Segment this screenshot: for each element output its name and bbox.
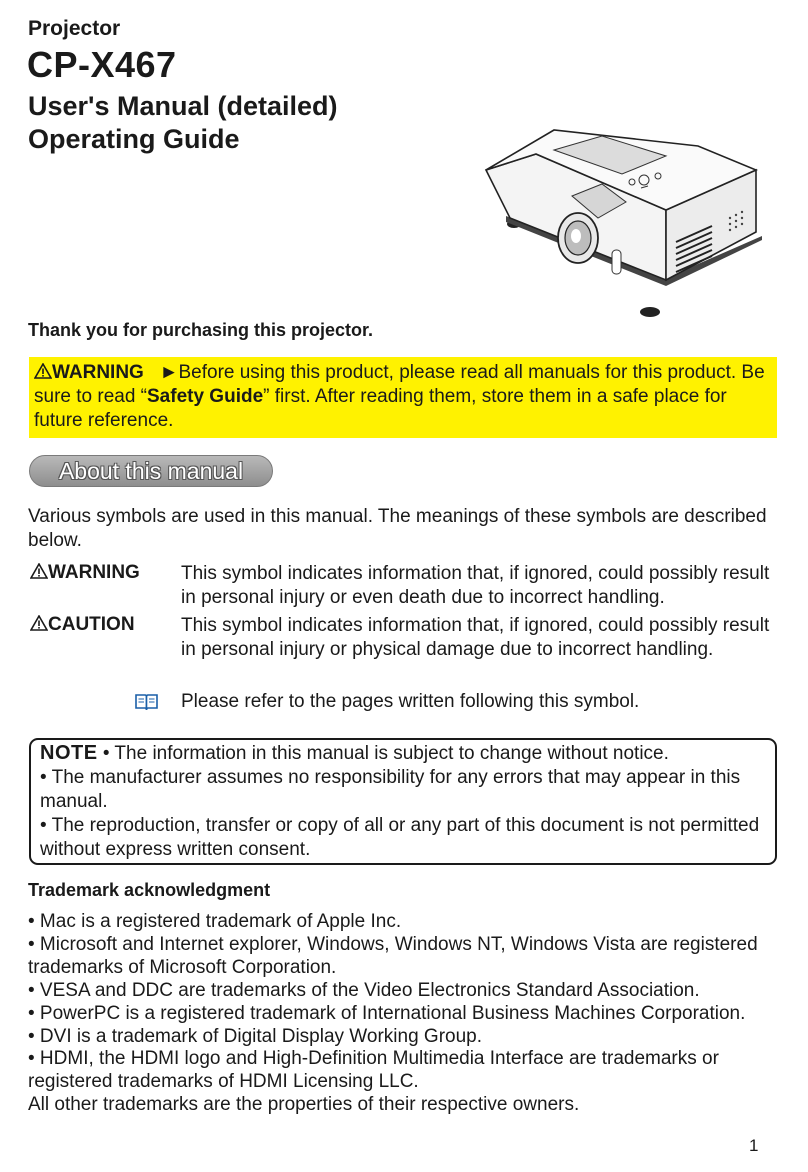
symbol-warning-desc: This symbol indicates information that, if ignored, could possibly result in personal injury or even death due to incorrect handling. (181, 563, 770, 608)
warning-label: WARNING (52, 362, 144, 383)
trademark-item: • Microsoft and Internet explorer, Windows, Windows NT, Windows Vista are registered trademarks of Microsoft Corporation. (28, 933, 758, 978)
trademark-item: All other trademarks are the properties of their respective owners. (28, 1094, 580, 1116)
about-intro: Various symbols are used in this manual. The meanings of these symbols are described below. (28, 506, 767, 551)
trademark-item: • Mac is a registered trademark of Apple Inc. (28, 911, 402, 932)
trademark-item: • VESA and DDC are trademarks of the Video Electronics Standard Association. (28, 979, 700, 1001)
warning-triangle-icon (34, 363, 52, 379)
symbol-warning-label: WARNING (48, 562, 140, 583)
symbol-caution (30, 614, 135, 636)
trademark-item: • PowerPC is a registered trademark of International Business Machines Corporation. (28, 1002, 746, 1024)
warning-text-after: ” first. After reading them, store them in a safe place for future reference. (34, 386, 727, 431)
warning-triangle-icon (30, 563, 48, 579)
manual-title (28, 90, 338, 156)
arrow-icon: ► (159, 362, 179, 383)
safety-guide-ref: Safety Guide (147, 386, 264, 407)
note-item-2: • The manufacturer assumes no responsibility for any errors that may appear in this manual. (40, 767, 741, 812)
caution-triangle-icon (30, 615, 48, 631)
trademark-item: • DVI is a trademark of Digital Display Working Group. (28, 1025, 483, 1047)
note-item-1: • The information in this manual is subject to change without notice. (97, 743, 669, 764)
symbol-book-desc: Please refer to the pages written following this symbol. (181, 691, 640, 712)
symbol-warning (30, 562, 140, 584)
model-number: CP-X467 (27, 44, 177, 85)
warning-text-before: Before using this product, please read all manuals for this product. Be sure to read “ (34, 362, 765, 407)
thank-you-text: Thank you for purchasing this projector. (28, 320, 374, 340)
product-category: Projector (28, 17, 121, 40)
trademark-list (28, 911, 788, 1117)
manual-title-line2: Operating Guide (28, 124, 240, 154)
safety-warning-box (29, 357, 777, 438)
manual-title-line1: User's Manual (detailed) (28, 91, 338, 121)
note-item-3: • The reproduction, transfer or copy of all or any part of this document is not permitted without express written consent. (40, 815, 760, 860)
page-number: 1 (749, 1136, 759, 1155)
note-label: NOTE (40, 742, 98, 764)
section-heading-about: About this manual (29, 455, 273, 487)
symbol-caution-desc: This symbol indicates information that, if ignored, could possibly result in personal injury or physical damage due to incorrect handling. (181, 615, 770, 660)
projector-illustration (480, 128, 762, 320)
trademark-heading: Trademark acknowledgment (28, 880, 271, 900)
trademark-item: • HDMI, the HDMI logo and High-Definition Multimedia Interface are trademarks or registered trademarks of HDMI Licensing LLC. (28, 1048, 719, 1093)
book-icon (135, 693, 158, 711)
note-line-1 (40, 741, 767, 766)
note-box (29, 738, 777, 865)
symbol-caution-label: CAUTION (48, 614, 135, 635)
